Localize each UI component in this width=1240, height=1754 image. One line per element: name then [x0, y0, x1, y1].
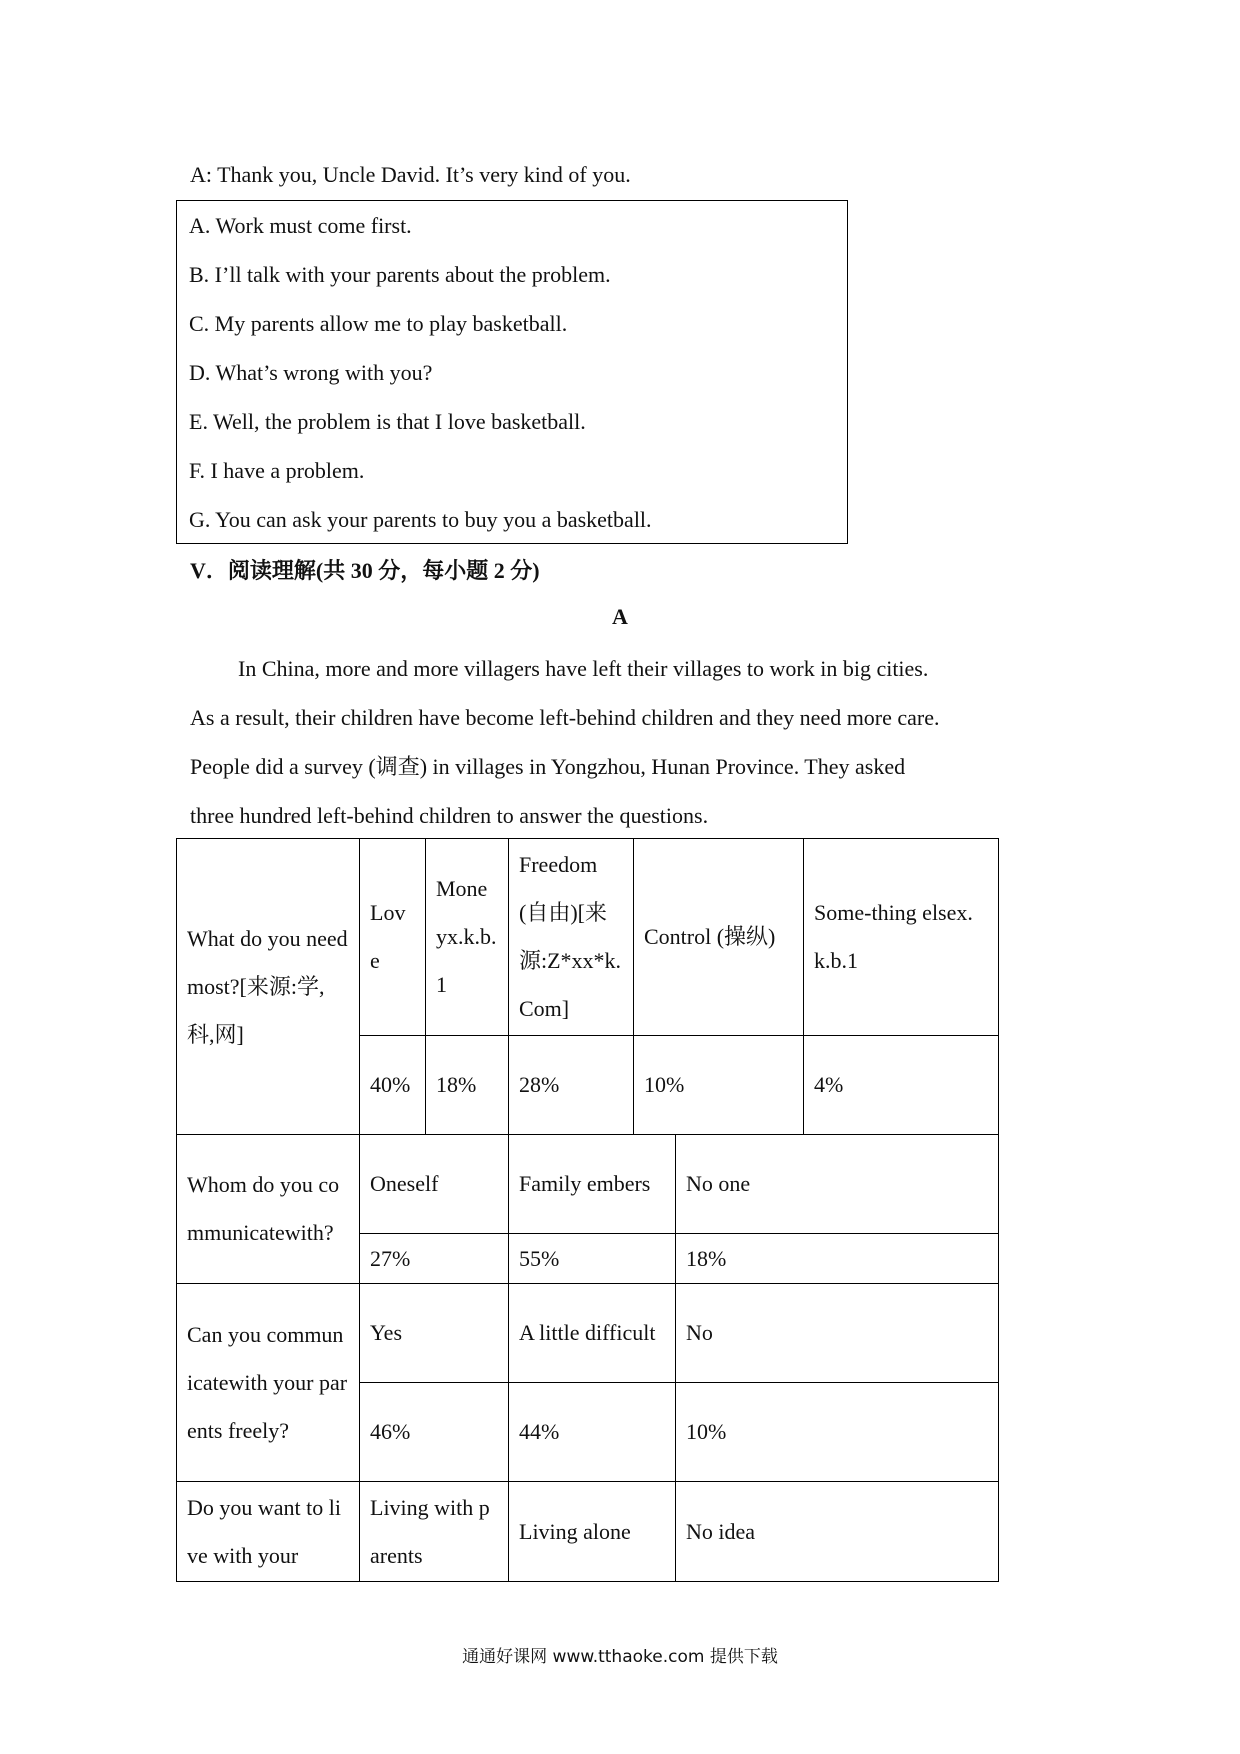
q3-option: No [676, 1284, 999, 1383]
q3-option: Yes [360, 1284, 509, 1383]
q4-option: Living alone [509, 1482, 676, 1582]
q1-option: Freedom(自由)[来源:Z*xx*k.Com] [509, 839, 634, 1036]
q1-value: 4% [804, 1036, 999, 1135]
option-f: F. I have a problem. [189, 458, 365, 483]
q3-value: 46% [360, 1383, 509, 1482]
option-c: C. My parents allow me to play basketball. [189, 311, 568, 336]
q2-option: Family embers [509, 1135, 676, 1234]
dialog-closing-line: A: Thank you, Uncle David. It’s very kind of you. [190, 162, 631, 187]
passage-line: three hundred left-behind children to answer the questions. [190, 803, 709, 828]
passage-line: In China, more and more villagers have left their villages to work in big cities. [238, 656, 929, 681]
q3-value: 44% [509, 1383, 676, 1482]
option-g: G. You can ask your parents to buy you a basketball. [189, 507, 652, 532]
q2-question: Whom do you communicatewith? [177, 1135, 360, 1284]
footer-text: 通通好课网 www.tthaoke.com 提供下载 [462, 1647, 778, 1667]
q2-value: 27% [360, 1234, 509, 1284]
q4-question: Do you want to live with your [177, 1482, 360, 1582]
q2-value: 18% [676, 1234, 999, 1284]
q2-option: Oneself [360, 1135, 509, 1234]
q3-option: A little difficult [509, 1284, 676, 1383]
q3-question: Can you communicatewith your parents freely? [177, 1284, 360, 1482]
q1-option: Love [360, 839, 426, 1036]
q1-option: Some-thing elsex.k.b.1 [804, 839, 999, 1036]
q1-option: Control (操纵) [634, 839, 804, 1036]
q4-option: Living with parents [360, 1482, 509, 1582]
q1-value: 18% [426, 1036, 509, 1135]
option-d: D. What’s wrong with you? [189, 360, 433, 385]
option-a: A. Work must come first. [189, 213, 412, 238]
passage-label: A [612, 604, 628, 629]
table-row [177, 1284, 999, 1383]
q1-value: 28% [509, 1036, 634, 1135]
table-row [177, 1482, 999, 1582]
q2-value: 55% [509, 1234, 676, 1284]
q4-option: No idea [676, 1482, 999, 1582]
q1-question: What do you need most?[来源:学,科,网] [177, 839, 360, 1135]
q1-value: 40% [360, 1036, 426, 1135]
option-b: B. I’ll talk with your parents about the problem. [189, 262, 611, 287]
table-row [177, 839, 999, 1036]
q1-value: 10% [634, 1036, 804, 1135]
option-e: E. Well, the problem is that I love basketball. [189, 409, 586, 434]
passage-line: People did a survey (调查) in villages in Yongzhou, Hunan Province. They asked [190, 754, 906, 779]
survey-table [176, 838, 999, 1582]
table-row [177, 1135, 999, 1234]
section-title: V．阅读理解(共 30 分，每小题 2 分) [190, 558, 540, 583]
options-box [176, 200, 848, 544]
q3-value: 10% [676, 1383, 999, 1482]
passage-line: As a result, their children have become left-behind children and they need more care. [190, 705, 940, 730]
q1-option: Moneyx.k.b.1 [426, 839, 509, 1036]
q2-option: No one [676, 1135, 999, 1234]
